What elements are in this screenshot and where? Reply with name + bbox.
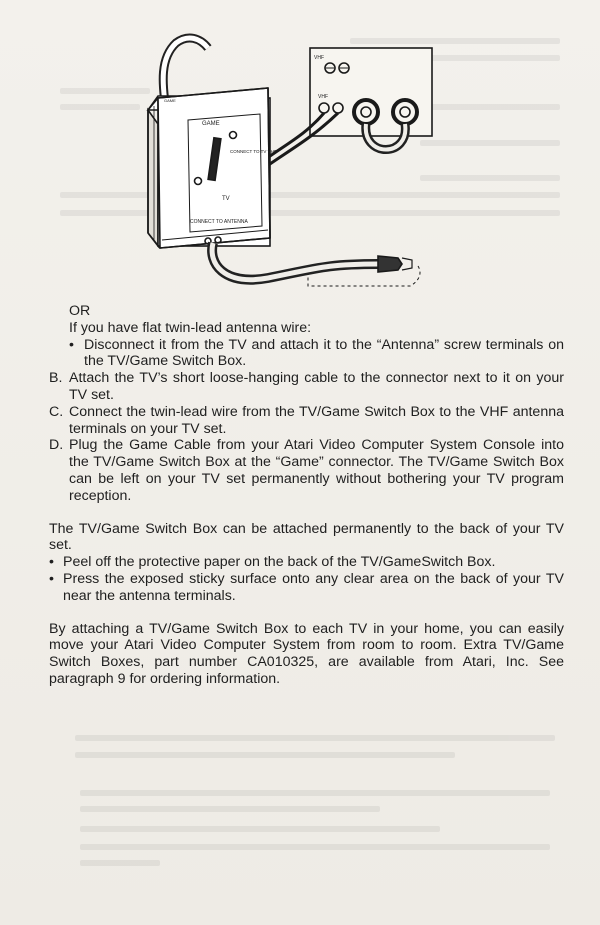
step-d bbox=[49, 437, 564, 504]
twin-lead-bullet-text: Disconnect it from the TV and attach it to the “Antenna” screw terminals on the TV/Game Switch Box. bbox=[84, 336, 564, 370]
switch-box-illustration bbox=[118, 28, 448, 298]
attach-bullet-text: Peel off the protective paper on the back of the TV/GameSwitch Box. bbox=[63, 554, 496, 571]
attach-bullet-text: Press the exposed sticky surface onto any clear area on the back of your TV near the antenna terminals. bbox=[63, 570, 564, 604]
vhf-label-top: VHF bbox=[314, 55, 324, 61]
game-label: GAME bbox=[202, 121, 220, 127]
twin-lead-bullet: • Disconnect it from the TV and attach it to the “Antenna” screw terminals on the TV/Game Switch Box. bbox=[69, 336, 564, 370]
attach-bullet: • Peel off the protective paper on the back of the TV/GameSwitch Box. bbox=[49, 554, 496, 571]
step-b bbox=[49, 370, 564, 404]
step-c bbox=[49, 404, 564, 438]
step-letter: C. bbox=[49, 403, 64, 420]
vhf-label-mid: VHF bbox=[318, 94, 328, 100]
step-letter: D. bbox=[49, 437, 64, 454]
step-text: Connect the twin-lead wire from the TV/Game Switch Box to the VHF antenna terminals on your TV set. bbox=[69, 403, 564, 437]
game-label-top: GAME bbox=[164, 98, 176, 103]
step-text: Attach the TV’s short loose-hanging cable to the connector next to it on your TV set. bbox=[69, 370, 564, 403]
or-heading: OR bbox=[69, 303, 91, 319]
instruction-text bbox=[49, 303, 564, 688]
step-text: Plug the Game Cable from your Atari Video Computer System Console into the TV/Game Switch Box at the “Game” connector. The TV/Game Switch Box can be left on your TV set permanently without bothering your TV program reception. bbox=[69, 437, 564, 504]
connect-tv-label: CONNECT TO TV VHF bbox=[230, 149, 277, 154]
attach-bullet: • Press the exposed sticky surface onto any clear area on the back of your TV near the antenna terminals. bbox=[49, 570, 564, 604]
closing-paragraph: By attaching a TV/Game Switch Box to each TV in your home, you can easily move your Atari Video Computer System from room to room. Extra TV/Game Switch Boxes, part number CA010325, are available from Atari, Inc. See paragraph 9 for ordering information. bbox=[49, 620, 564, 687]
attach-intro: The TV/Game Switch Box can be attached permanently to the back of your TV set. bbox=[49, 520, 564, 554]
connect-antenna-label: CONNECT TO ANTENNA bbox=[190, 219, 248, 225]
tv-label: TV bbox=[222, 196, 230, 202]
step-letter: B. bbox=[49, 370, 63, 387]
twin-lead-intro: If you have flat twin-lead antenna wire: bbox=[69, 319, 312, 336]
